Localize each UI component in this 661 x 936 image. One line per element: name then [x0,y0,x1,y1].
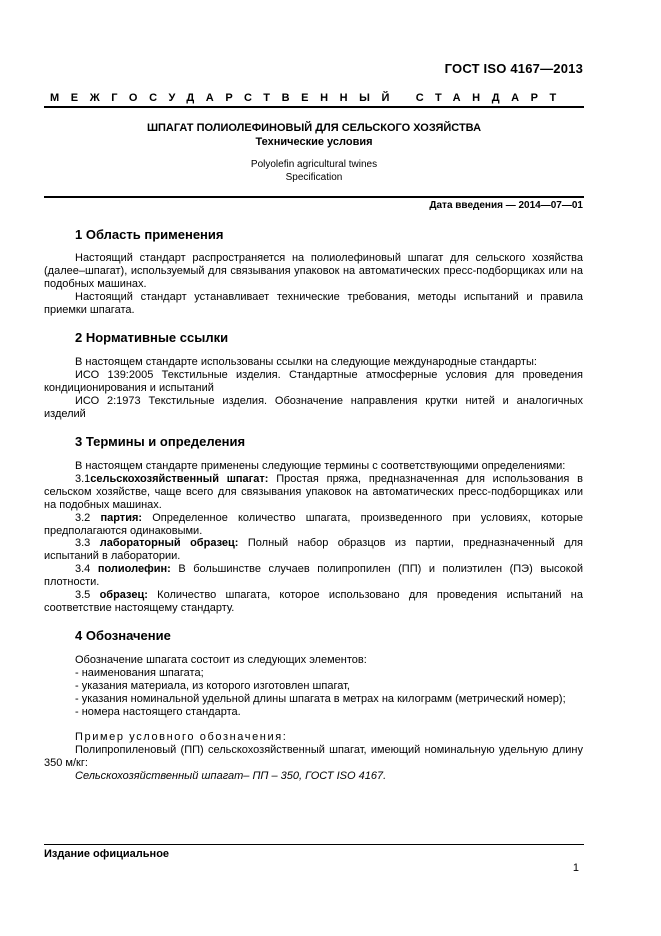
subtitle-en: Specification [285,172,343,183]
term-name: полиолефин: [97,563,171,575]
section-3-paragraph-1: В настоящем стандарте применены следующие термины с соответствующими определениями: [75,460,566,472]
term-number: 3.3 [75,537,100,549]
term-number: 3.2 [75,512,101,524]
designation-item-3: - указания номинальной удельной длины шпагата в метрах на килограмм (метрический номер); [75,693,566,705]
term-definition: Количество шпагата, которое использовано для проведения испытаний на соответствие настоящему стандарту. [44,589,583,614]
designation-item-4: - номера настоящего стандарта. [75,706,241,718]
term-3-4 [44,563,583,589]
footer-rule [44,844,584,845]
section-1-paragraph-1: Настоящий стандарт распространяется на полиолефиновый шпагат для сельского хозяйства (далее–шпагат), используемый для связывания упаковок на автоматических пресс-подборщиках или на подобных машинах. [44,252,583,290]
introduction-date: Дата введения — 2014—07—01 [429,200,583,211]
term-definition: Полный набор образцов из партии, предназначенный для испытаний в лаборатории. [44,537,583,562]
title-rule [44,196,584,198]
term-3-5 [44,589,583,615]
interstate-standard-label: МЕЖГОСУДАРСТВЕННЫЙ СТАНДАРТ [50,92,568,104]
term-name: партия: [100,512,143,524]
term-definition: Определенное количество шпагата, произведенного при условиях, которые предполагаются одинаковыми. [44,512,583,537]
section-2-paragraph-1: В настоящем стандарте использованы ссылки на следующие международные стандарты: [75,356,537,368]
page-number: 1 [572,862,579,874]
section-1-paragraph-2: Настоящий стандарт устанавливает технические требования, методы испытаний и правила приемки шпагата. [44,291,583,316]
section-3-heading: 3 Термины и определения [75,434,246,449]
title-ru: ШПАГАТ ПОЛИОЛЕФИНОВЫЙ ДЛЯ СЕЛЬСКОГО ХОЗЯЙСТВА [146,122,482,134]
section-2-reference-1: ИСО 139:2005 Текстильные изделия. Стандартные атмосферные условия для проведения кондиционирования и испытаний [44,369,583,394]
standard-number: ГОСТ ISO 4167—2013 [444,61,583,76]
term-number: 3.5 [75,589,100,601]
term-name: образец: [99,589,148,601]
example-designation: Сельскохозяйственный шпагат– ПП – 350, ГОСТ ISO 4167. [75,770,387,782]
term-number: 3.4 [75,563,98,575]
section-1-heading: 1 Область применения [75,227,224,242]
official-edition-label: Издание официальное [44,848,170,860]
header-rule [44,106,584,108]
term-3-3 [44,537,583,563]
term-definition: В большинстве случаев полипропилен (ПП) и полиэтилен (ПЭ) высокой плотности. [44,563,583,588]
section-2-reference-2: ИСО 2:1973 Текстильные изделия. Обозначение направления крутки нитей и аналогичных изделий [44,395,583,420]
designation-item-1: - наименования шпагата; [75,667,204,679]
term-name: лабораторный образец: [99,537,239,549]
term-name: сельскохозяйственный шпагат: [90,473,269,485]
section-4-paragraph-1: Обозначение шпагата состоит из следующих элементов: [75,654,367,666]
term-3-2 [44,512,583,538]
term-number: 3.1 [75,473,91,485]
designation-item-2: - указания материала, из которого изготовлен шпагат, [75,680,350,692]
subtitle-ru: Технические условия [255,136,373,148]
title-en: Polyolefin agricultural twines [250,159,378,170]
example-label: Пример условного обозначения: [75,731,288,743]
term-3-1 [44,473,583,512]
term-definition: Простая пряжа, предназначенная для использования в сельском хозяйстве, чаще всего для связывания упаковок на автоматических пресс-подборщиках или на подобных машинах. [44,473,583,511]
section-2-heading: 2 Нормативные ссылки [75,330,229,345]
section-4-heading: 4 Обозначение [75,628,171,643]
example-text: Полипропиленовый (ПП) сельскохозяйственный шпагат, имеющий номинальную удельную длину 350 м/кг: [44,744,583,769]
